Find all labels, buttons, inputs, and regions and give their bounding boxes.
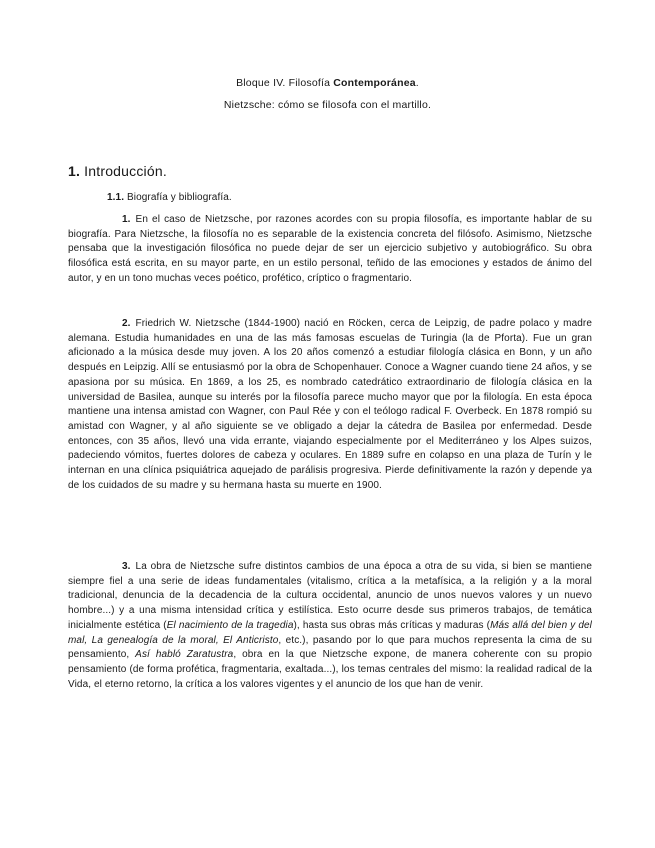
work-titles: Más allá del bien y del mal, La genealogía de la moral, El Anticristo bbox=[68, 619, 593, 646]
paragraph-text: La obra de Nietzsche sufre distintos cambios de una época a otra de su vida, si bien se mantiene siempre fiel a una serie de ideas fundamentales (vitalismo, crítica a la metafísica, a la religión y a la moral tradicional, denuncia de la decadencia de la cultura occidental, anuncio de unos nuevos valores y un nuevo hombre...) y a una misma intensidad crítica y estilística. Esto ocurre desde sus primeros trabajos, de temática inicialmente estética ( bbox=[68, 561, 592, 631]
subsection-heading bbox=[107, 192, 232, 203]
paragraph-text: Friedrich W. Nietzsche (1844-1900) nació en Röcken, cerca de Leipzig, de padre polaco y madre alemana. Estudia humanidades en una de las más famosas escuelas de Turingia (la de Pforta). Fue un gran aficionado a la música desde muy joven. A los 20 años comenzó a estudiar filología clásica en Bonn, y un año después en Leipzig. Allí se entusiasmó por la obra de Schopenhauer. Conoce a Wagner cuando tiene 24 años, y se apasiona por su música. En 1869, a los 25, es nombrado catedrático extraordinario de filología clásica en la universidad de Basilea, aunque su interés por la filosofía parece mucho mayor que por la filología. En esta época mantiene una intensa amistad con Wagner, con Paul Rée y con el teólogo radical F. Overbeck. En 1878 rompió su amistad con Wagner, y al año siguiente se ve obligado a dejar la cátedra de Basilea por enfermedad. Desde entonces, con 35 años, llevó una vida errante, viajando especialmente por el Mediterráneo y los Alpes suizos, padeciendo vómitos, fuertes dolores de cabeza y oculares. En 1889 sufre en colapso en una plaza de Turín y le internan en una clínica psiquiátrica aquejado de parálisis progresiva. Pierde definitivamente la razón y depende ya de los cuidados de su madre y su hermana hasta su muerte en 1900. bbox=[68, 318, 592, 491]
paragraph-text: En el caso de Nietzsche, por razones acordes con su propia filosofía, es importante hablar de su biografía. Para Nietzsche, la filosofía no es separable de la existencia concreta del filósofo. Asimismo, Nietzsche pensaba que la investigación filosófica no puede dejar de ser un ejercicio subjetivo y autobiográfico. Su obra filosófica está escrita, en su mayor parte, en un estilo personal, teñido de las emociones y estados de ánimo del autor, y en un tono muchas veces poético, profético, críptico o fragmentario. bbox=[68, 214, 592, 284]
title-suffix: . bbox=[415, 77, 419, 89]
subsection-number: 1.1. bbox=[107, 192, 125, 203]
subsection-title: Biografía y bibliografía. bbox=[126, 192, 232, 203]
paragraph-number: 1. bbox=[122, 214, 131, 225]
document-subtitle: Nietzsche: cómo se filosofa con el martillo. bbox=[223, 99, 432, 111]
paragraph-number: 3. bbox=[122, 561, 131, 572]
paragraph-text: , obra en la que Nietzsche expone, de manera coherente con su propio pensamiento (de forma profética, fragmentaria, exaltada...), los temas centrales del mismo: la realidad radical de la Vida, el eterno retorno, la crítica a los valores vigentes y el anuncio de los que han de venir. bbox=[68, 649, 592, 690]
document-title bbox=[0, 77, 655, 89]
paragraph-number: 2. bbox=[122, 318, 131, 329]
paragraph-2 bbox=[68, 317, 592, 493]
title-bold: Contemporánea bbox=[333, 77, 416, 89]
work-title: Así habló Zaratustra bbox=[135, 649, 234, 661]
paragraph-text: ), hasta sus obras más críticas y maduras ( bbox=[293, 619, 491, 631]
section-number: 1. bbox=[68, 163, 81, 179]
section-heading bbox=[68, 163, 167, 179]
work-title: El nacimiento de la tragedia bbox=[166, 619, 294, 631]
paragraph-3 bbox=[68, 560, 592, 692]
paragraph-1 bbox=[68, 213, 592, 287]
section-title: Introducción. bbox=[84, 163, 167, 179]
title-prefix: Bloque IV. Filosofía bbox=[236, 77, 334, 89]
paragraph-text: , etc.), pasando por lo que para muchos representa la cima de su pensamiento, bbox=[68, 634, 593, 661]
